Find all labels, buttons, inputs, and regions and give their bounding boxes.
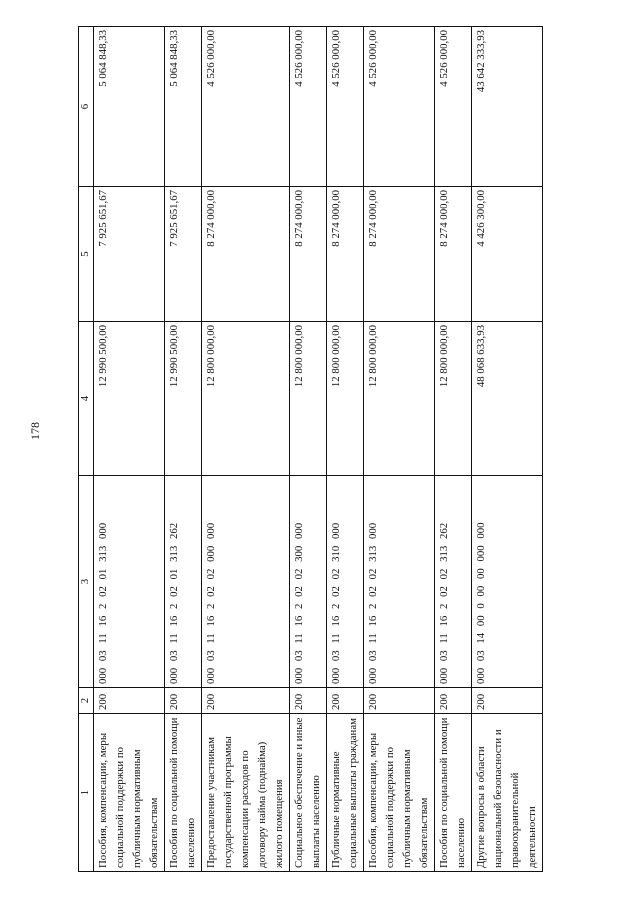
row-name: Пособия, компенсации, меры социальной поддержки по публичным нормативным обязательствам — [94, 714, 165, 872]
column-header-4: 4 — [79, 322, 94, 476]
row-value-col5: 8 274 000,00 — [364, 187, 435, 322]
row-grbs: 200 — [472, 688, 543, 714]
row-name: Предоставление участникам государственной программы компенсации расходов по договору найма (поднайма) жилого помещения — [202, 714, 290, 872]
row-grbs: 200 — [364, 688, 435, 714]
row-value-col6: 4 526 000,00 — [327, 27, 364, 187]
row-value-col6: 5 064 848,33 — [94, 27, 165, 187]
row-grbs: 200 — [165, 688, 202, 714]
row-value-col4: 12 800 000,00 — [435, 322, 472, 476]
row-code: 000 03 11 16 2 02 02 300 000 — [290, 476, 327, 688]
row-code: 000 03 11 16 2 02 02 313 262 — [435, 476, 472, 688]
row-name: Пособия по социальной помощи населению — [165, 714, 202, 872]
row-grbs: 200 — [435, 688, 472, 714]
row-grbs: 200 — [290, 688, 327, 714]
row-value-col5: 8 274 000,00 — [435, 187, 472, 322]
row-value-col6: 4 526 000,00 — [290, 27, 327, 187]
page-number: 178 — [28, 422, 42, 440]
row-value-col6: 5 064 848,33 — [165, 27, 202, 187]
row-value-col4: 12 990 500,00 — [165, 322, 202, 476]
row-value-col5: 7 925 651,67 — [94, 187, 165, 322]
row-value-col5: 7 925 651,67 — [165, 187, 202, 322]
row-grbs: 200 — [327, 688, 364, 714]
table-row — [165, 27, 202, 872]
row-value-col4: 12 990 500,00 — [94, 322, 165, 476]
header-row — [79, 27, 94, 872]
row-value-col5: 8 274 000,00 — [202, 187, 290, 322]
column-header-3: 3 — [79, 476, 94, 688]
table-row — [435, 27, 472, 872]
row-value-col5: 4 426 300,00 — [472, 187, 543, 322]
row-value-col6: 4 526 000,00 — [202, 27, 290, 187]
column-header-6: 6 — [79, 27, 94, 187]
column-header-1: 1 — [79, 714, 94, 872]
column-header-2: 2 — [79, 688, 94, 714]
row-grbs: 200 — [94, 688, 165, 714]
row-value-col6: 4 526 000,00 — [435, 27, 472, 187]
row-code: 000 03 14 00 0 00 00 000 000 — [472, 476, 543, 688]
row-value-col4: 12 800 000,00 — [327, 322, 364, 476]
row-value-col5: 8 274 000,00 — [290, 187, 327, 322]
row-code: 000 03 11 16 2 02 02 313 000 — [364, 476, 435, 688]
row-code: 000 03 11 16 2 02 01 313 000 — [94, 476, 165, 688]
row-value-col5: 8 274 000,00 — [327, 187, 364, 322]
row-code: 000 03 11 16 2 02 02 310 000 — [327, 476, 364, 688]
row-value-col4: 12 800 000,00 — [364, 322, 435, 476]
row-name: Публичные нормативные социальные выплаты гражданам — [327, 714, 364, 872]
row-value-col4: 12 800 000,00 — [202, 322, 290, 476]
column-header-5: 5 — [79, 187, 94, 322]
table-row — [94, 27, 165, 872]
row-value-col4: 48 068 633,93 — [472, 322, 543, 476]
row-name: Другие вопросы в области национальной безопасности и правоохранительной деятельности — [472, 714, 543, 872]
row-value-col6: 4 526 000,00 — [364, 27, 435, 187]
rotated-table-wrapper — [78, 27, 563, 872]
row-name: Пособия по социальной помощи населению — [435, 714, 472, 872]
row-code: 000 03 11 16 2 02 02 000 000 — [202, 476, 290, 688]
row-value-col4: 12 800 000,00 — [290, 322, 327, 476]
table-row — [290, 27, 327, 872]
table-row — [202, 27, 290, 872]
table-row — [364, 27, 435, 872]
row-value-col6: 43 642 333,93 — [472, 27, 543, 187]
budget-table — [78, 26, 543, 872]
table-row — [327, 27, 364, 872]
table-row — [472, 27, 543, 872]
row-name: Пособия, компенсации, меры социальной поддержки по публичным нормативным обязательствам — [364, 714, 435, 872]
row-code: 000 03 11 16 2 02 01 313 262 — [165, 476, 202, 688]
row-name: Социальное обеспечение и иные выплаты населению — [290, 714, 327, 872]
row-grbs: 200 — [202, 688, 290, 714]
